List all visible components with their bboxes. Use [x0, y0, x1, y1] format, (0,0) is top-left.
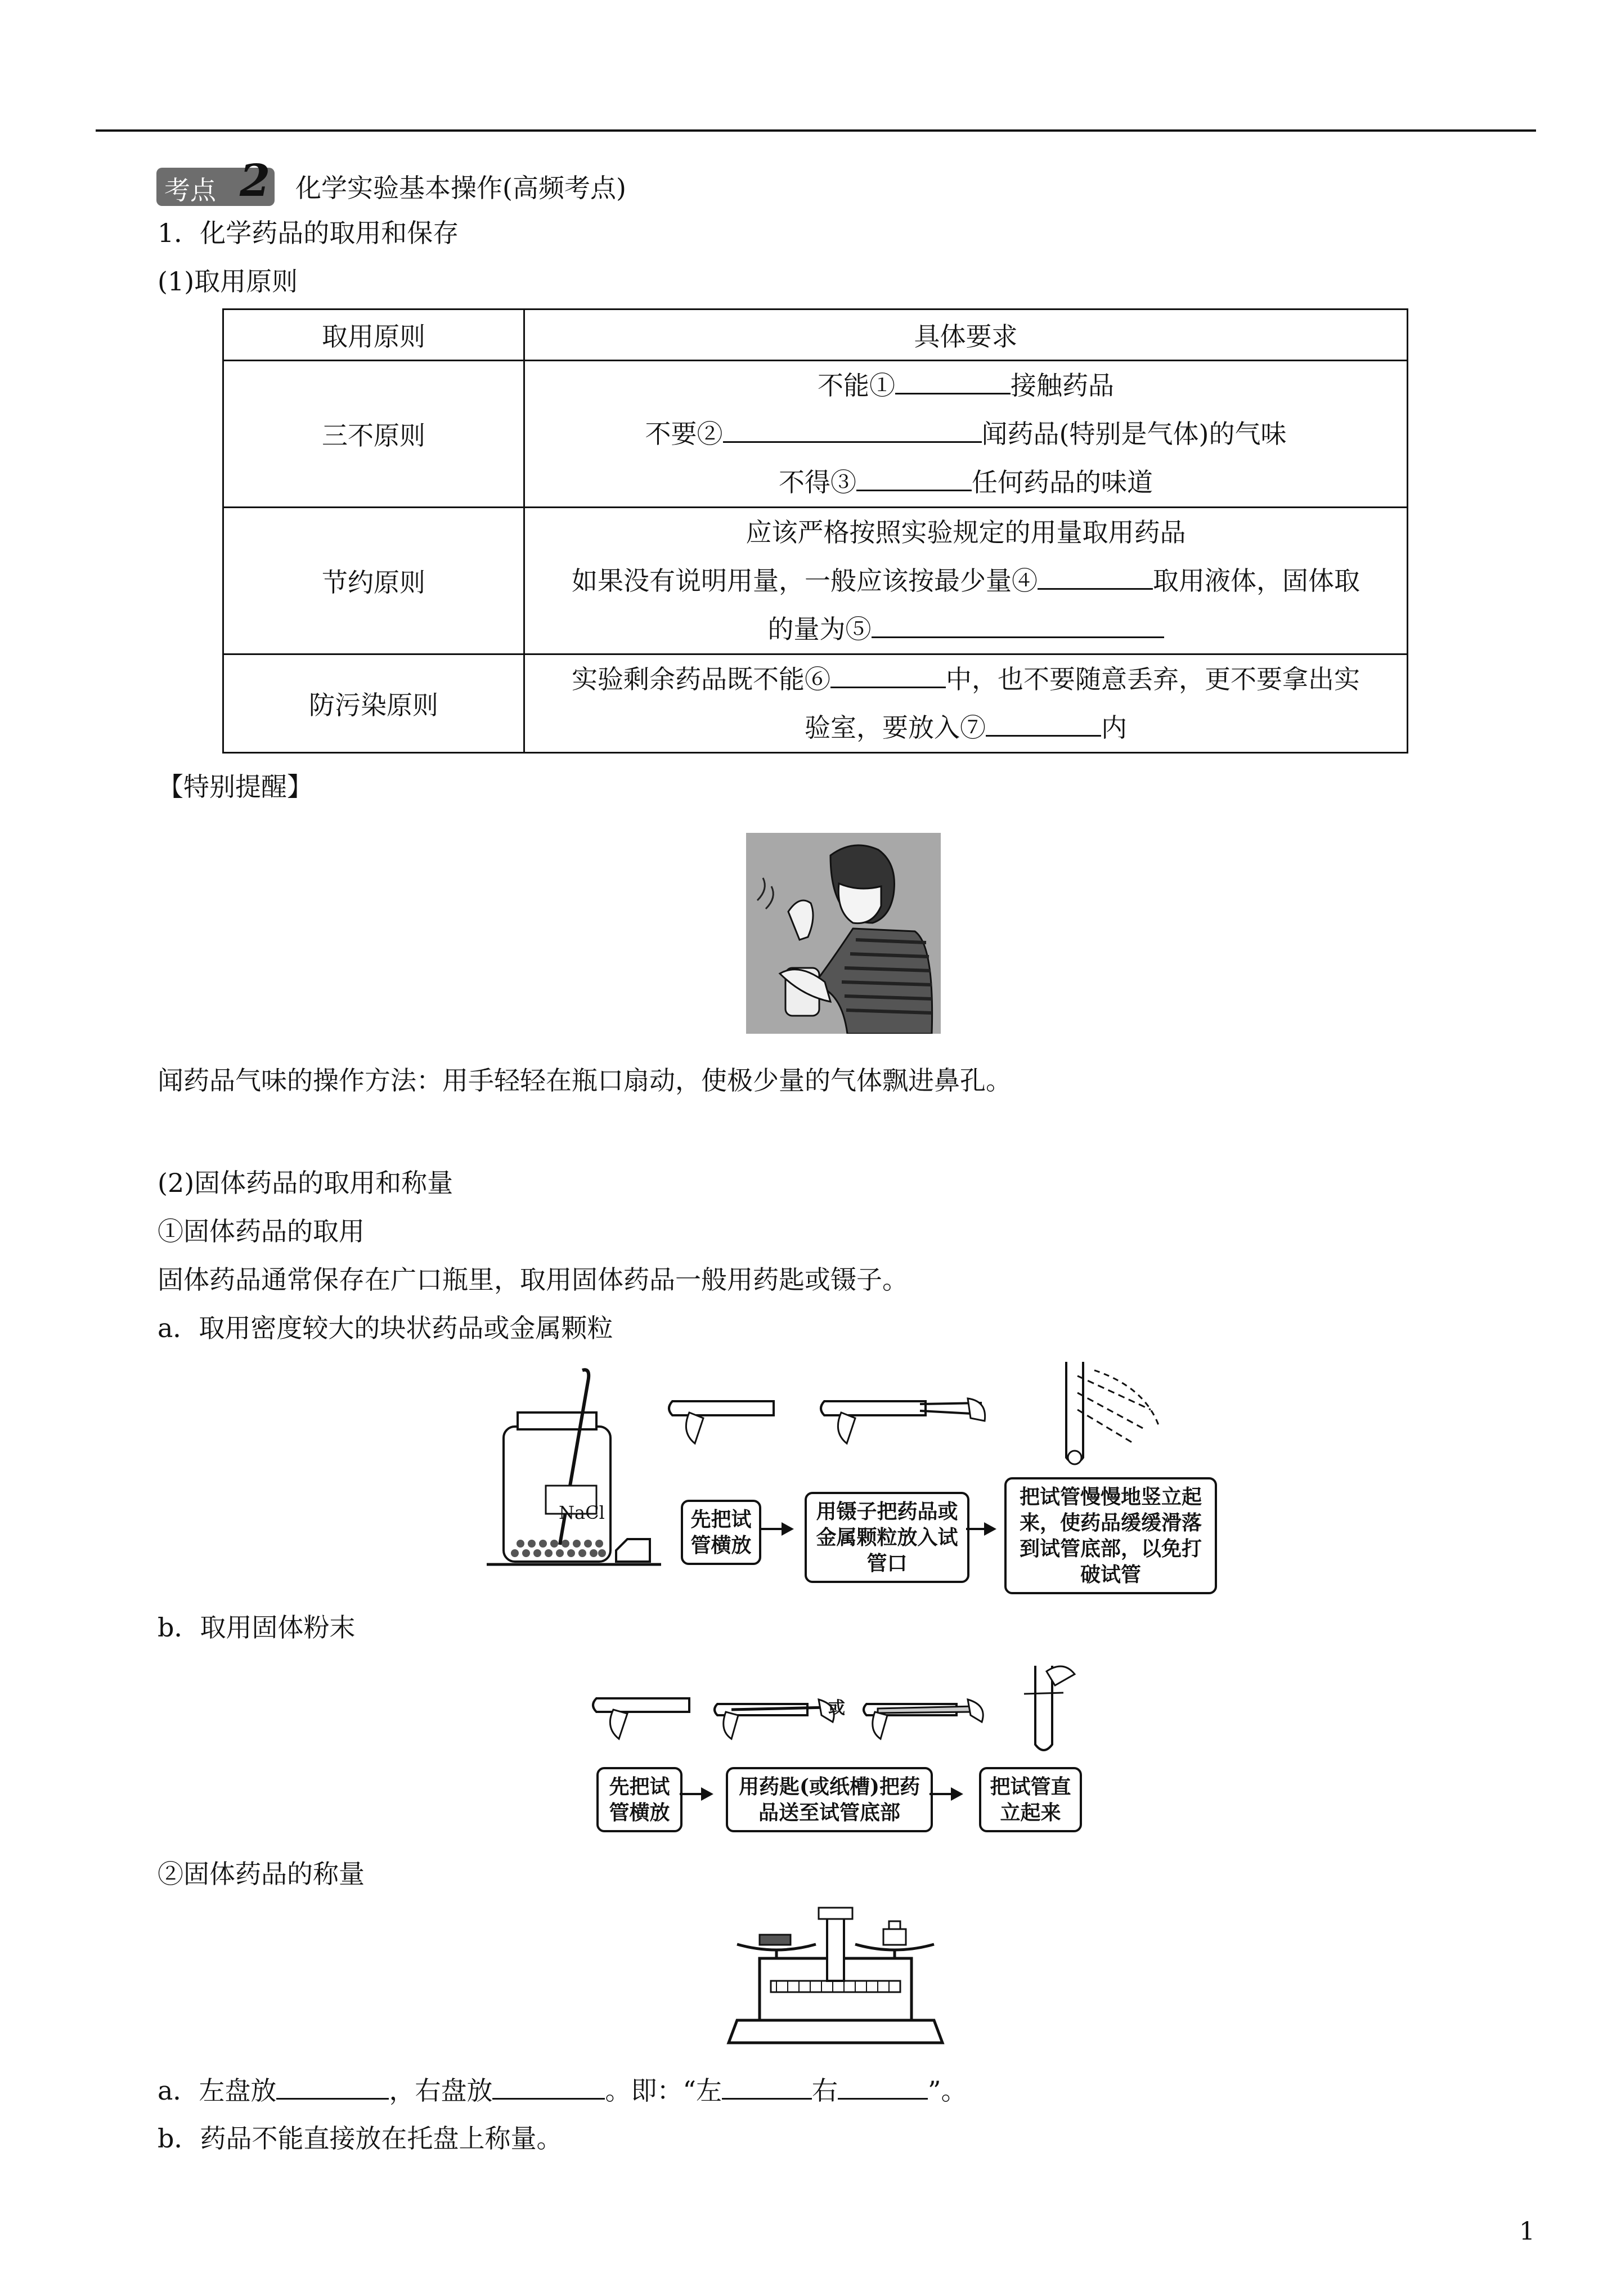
- step-box: 把试管直立起来: [979, 1767, 1082, 1832]
- section2-desc: 固体药品通常保存在广口瓶里，取用固体药品一般用药匙或镊子。: [158, 1264, 908, 1295]
- section2-sub1: ①固体药品的取用: [158, 1216, 365, 1246]
- req-line: 验室，要放入⑦ 内: [537, 703, 1394, 752]
- header-rule: [96, 129, 1536, 132]
- access-rules-table: [222, 308, 1408, 754]
- lump-solid-title: a．取用密度较大的块状药品或金属颗粒: [158, 1313, 613, 1343]
- arrow-icon: [760, 1528, 792, 1530]
- req-line: 实验剩余药品既不能⑥ 中，也不要随意丢弃，更不要拿出实: [537, 655, 1394, 703]
- arrow-icon: [680, 1793, 711, 1795]
- row-requirements: [524, 654, 1408, 753]
- reminder-caption: 闻药品气味的操作方法：用手轻轻在瓶口扇动，使极少量的气体飘进鼻孔。: [158, 1065, 1012, 1096]
- weighing-rule-a: a．左盘放 ，右盘放 。即：“左 右 ”。: [158, 2073, 967, 2107]
- boy-smelling-bottle-icon: [746, 833, 941, 1034]
- smelling-illustration: [746, 833, 941, 1034]
- or-label: 或: [828, 1698, 845, 1718]
- row-requirements: [524, 508, 1408, 654]
- answer-blank-right[interactable]: [838, 2073, 928, 2100]
- answer-blank-1[interactable]: [895, 368, 1011, 394]
- page-number: 1: [1519, 2217, 1535, 2246]
- row-requirements: [524, 361, 1408, 508]
- reminder-title: 【特别提醒】: [158, 772, 313, 802]
- answer-blank-6[interactable]: [830, 662, 946, 688]
- table-row: [223, 654, 1408, 753]
- req-line: 不能① 接触药品: [537, 361, 1394, 410]
- lump-solid-procedure-figure: [487, 1359, 1218, 1595]
- section2-sub2: ②固体药品的称量: [158, 1859, 365, 1889]
- step-box: 用镊子把药品或金属颗粒放入试管口: [805, 1492, 969, 1583]
- section2-title: (2)固体药品的取用和称量: [158, 1168, 453, 1198]
- req-line: 不得③ 任何药品的味道: [537, 458, 1394, 506]
- req-line: 不要② 闻药品(特别是气体)的气味: [537, 410, 1394, 458]
- badge-number: 2: [240, 155, 271, 207]
- answer-blank-left[interactable]: [722, 2073, 812, 2100]
- req-line: 应该严格按照实验规定的用量取用药品: [746, 517, 1186, 548]
- weighing-rule-b: b．药品不能直接放在托盘上称量。: [158, 2123, 563, 2154]
- section1-sub1: (1)取用原则: [158, 266, 298, 297]
- req-line: 的量为⑤: [537, 605, 1394, 653]
- answer-blank-2[interactable]: [723, 416, 982, 443]
- answer-blank-left-pan[interactable]: [276, 2073, 389, 2100]
- balance-figure: [726, 1902, 945, 2048]
- answer-blank-right-pan[interactable]: [492, 2073, 605, 2100]
- req-line: 如果没有说明用量，一般应该按最少量④ 取用液体，固体取: [537, 557, 1394, 605]
- answer-blank-7[interactable]: [986, 710, 1101, 737]
- answer-blank-5[interactable]: [872, 612, 1164, 638]
- table-row: [223, 361, 1408, 508]
- row-name: 防污染原则: [223, 654, 524, 753]
- powder-title: b．取用固体粉末: [158, 1612, 356, 1643]
- row-name: 节约原则: [223, 508, 524, 654]
- step-box: 用药匙(或纸槽)把药品送至试管底部: [726, 1767, 933, 1832]
- balance-scale-icon: [726, 1902, 945, 2048]
- table-header-principle: 取用原则: [223, 310, 524, 361]
- table-header-row: [223, 310, 1408, 361]
- section-heading: 化学实验基本操作(高频考点): [295, 173, 626, 203]
- powder-procedure-figure: [585, 1660, 1108, 1835]
- section1-title: 1．化学药品的取用和保存: [158, 218, 459, 248]
- arrow-icon: [966, 1528, 994, 1530]
- bottle-label: NaCl: [559, 1502, 605, 1523]
- table-header-requirement: 具体要求: [524, 310, 1408, 361]
- badge-text: 考点: [164, 175, 216, 205]
- arrow-icon: [930, 1793, 961, 1795]
- answer-blank-4[interactable]: [1038, 563, 1153, 590]
- answer-blank-3[interactable]: [856, 465, 972, 491]
- step-box: 把试管慢慢地竖立起来，使药品缓缓滑落到试管底部，以免打破试管: [1004, 1477, 1217, 1594]
- table-row: [223, 508, 1408, 654]
- step-box: 先把试管横放: [596, 1767, 682, 1832]
- row-name: 三不原则: [223, 361, 524, 508]
- step-box: 先把试管横放: [681, 1500, 761, 1565]
